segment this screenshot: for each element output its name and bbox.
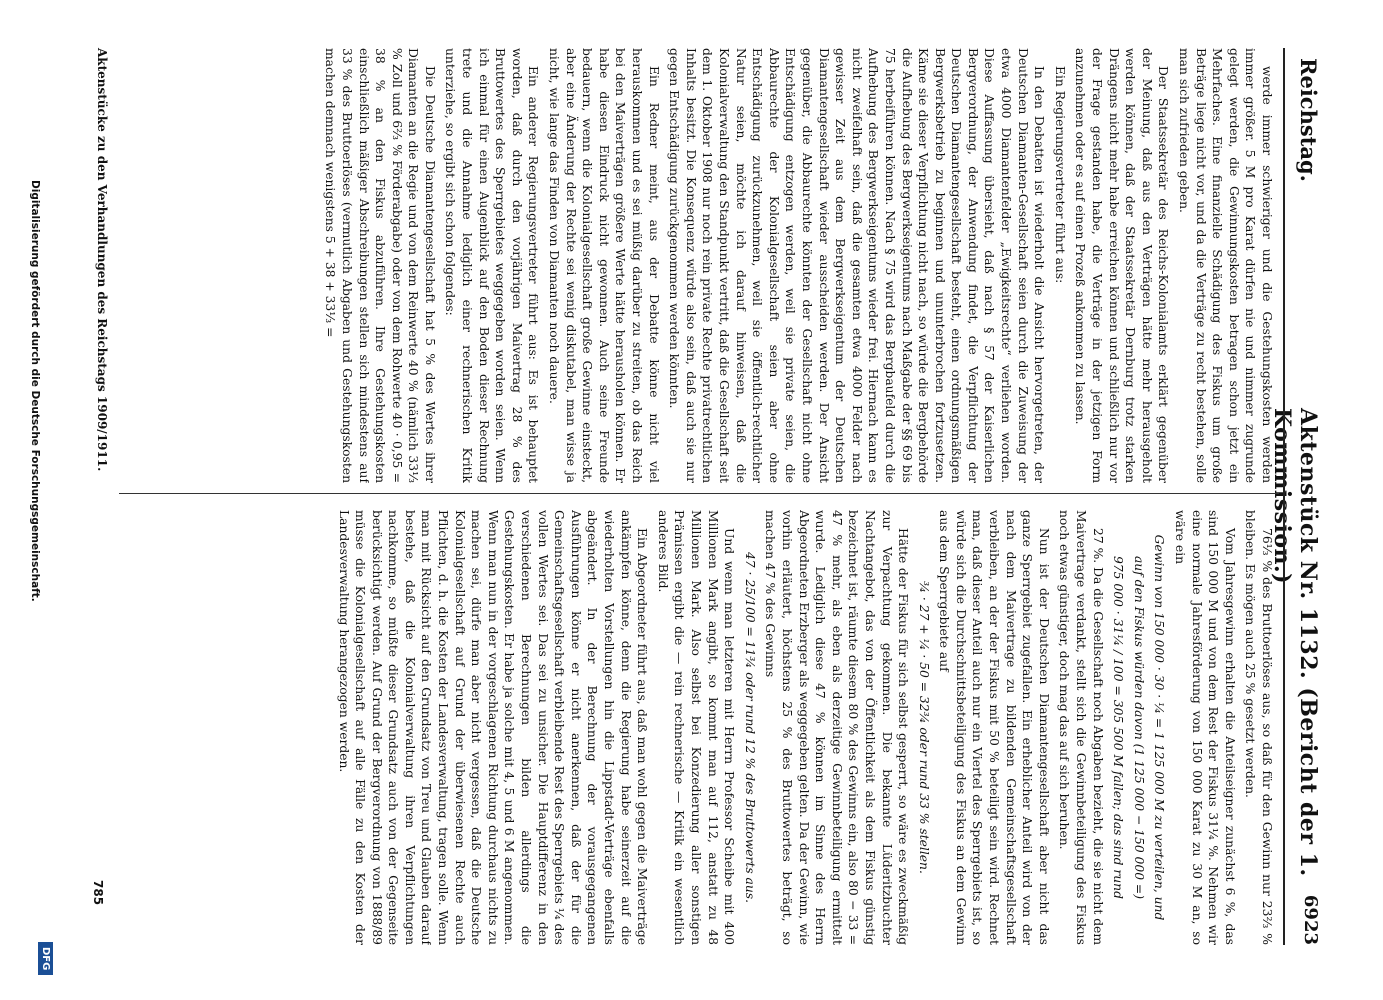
footer-page-number: 785 xyxy=(91,880,105,906)
footer-source: Aktenstücke zu den Verhandlungen des Reichstags 1909/1911. xyxy=(95,48,109,472)
paragraph: Der Staatssekretär des Reichs-Kolonialamts erklärt gegenüber der Meinung, daß aus den Verträgen hätte mehr herausgeholt werden können, daß der Staatssekretär Dernburg trotz starken Drängens nicht mehr habe erreichen können und schließlich nur vor der Frage gestanden habe, die Verträge in der jetzigen Form anzunehmen oder es auf einen Prozeß ankommen zu lassen. xyxy=(1073,48,1171,483)
paragraph: Und wenn man letzteren mit Herrn Professor Scheibe mit 400 Millionen Mark angibt, so kommt man auf 112, anstatt zu 48 Millionen Mark. Also selbst bei Konzedierung aller sonstigen Prämissen ergibt die — rein rechnerische — Kritik ein wesentlich anderes Bild. xyxy=(655,510,737,945)
page-header xyxy=(1269,48,1325,945)
left-column xyxy=(125,48,1275,483)
digitization-note: Digitalisierung gefördert durch die Deutsche Forschungsgemeinschaft. xyxy=(29,180,41,602)
formula: 47 · 25/100 = 11¾ oder rund 12 % des Bruttowerts aus. xyxy=(742,551,757,904)
paragraph: werde immer schwieriger und die Gestehungskosten werden immer größer. 5 M pro Karat dürfen nie und nimmer zugrunde gelegt werden, die Gewinnungskosten betragen schon jetzt ein Mehrfaches. Eine finanzielle Schädigung des Fiskus um große Beträge liege nicht vor, und da die Verträge zu recht bestehen, solle man sich zufrieden geben. xyxy=(1177,48,1274,483)
header-left: Reichstag. xyxy=(1296,58,1321,182)
paragraph: 76⅓ % des Bruttoerlöses aus, so daß für den Gewinn nur 23⅔ % bleiben. Es mögen auch 25 % gesetzt werden. xyxy=(1243,510,1274,945)
paragraph: Hätte der Fiskus für sich selbst gesperrt, so wäre es zweckmäßig zur Verpachtung gekommen. Die bekannte Lüderitzbuchter Nachtangebot, das von der Öffentlichkeit als dem Fiskus günstig bezeichnet ist, räumte diesem 80 % des Gewinns ein, also 80 − 33 = 47 % mehr, als eben als derzeitige Gewinnbeteiligung ermittelt wurde. Lediglich diese 47 % können im Sinne des Herrn Abgeordneten Erzberger als weggegeben gelten. Da der Gewinn, wie vorhin erläutert, höchstens 25 % des Bruttowertes beträgt, so machen 47 % des Gewinns xyxy=(763,510,911,945)
page-number: 6923 xyxy=(1300,894,1321,945)
formula: auf den Fiskus würden davon (1 125 000 − 150 000 =) xyxy=(1131,555,1146,900)
paragraph: Ein Abgeordneter führt aus, daß man wohl gegen die Maiverträge ankämpfen könne, denn die Regierung habe seinerzeit auf die wiederholten Vorstellungen hin die Lippstadt-Verträge ebenfalls abgeändert. In der Berechnung der vorausgegangenen Ausführungen könne er nicht anerkennen, daß der für die Gemeinschaftsgesellschaft verbleibende Rest des Sperrgebiets ¼ des vollen Wertes sei. Das sei zu unsicher. Die Hauptdifferenz in den verschiedenen Berechnungen bilden allerdings die Gestehungskosten. Er habe ja solche mit 4, 5 und 6 M angenommen. Wenn man nun in der vorgeschlagenen Richtung durchaus nichts zu machen sei, dürfe man aber nicht vergessen, daß die Deutsche Kolonialgesellschaft auf Grund der überwiesenen Rechte auch Pflichten, d. h. die Kosten der Landesverwaltung, tragen solle. Wenn man mit Rücksicht auf den Grundsatz von Treu und Glauben darauf bestehe, daß die Kolonialverwaltung ihren Verpflichtungen nachkomme, so müßte dieser Grundsatz auch von der Gegenseite berücksichtigt werden. Auf Grund der Bergverordnung von 1888/89 müsse die Kolonialgesellschaft auf alle Fälle zu den Kosten der Landesverwaltung herangezogen werden. xyxy=(336,510,650,945)
paragraph: Ein anderer Regierungsvertreter führt aus: Es ist behauptet worden, daß durch den vorjährigen Maivertrag 28 % des Bruttowertes des Sperrgebietes weggegeben worden seien. Wenn ich einmal für einen Augenblick auf den Boden dieser Rechnung trete und die Annahme lediglich einer rechnerischen Kritik unterziehe, so ergibt sich schon folgendes: xyxy=(443,48,541,483)
paragraph: Nun ist der Deutschen Diamantengesellschaft aber nicht das ganze Sperrgebiet zugefallen. Ein erheblicher Anteil wird von der nach dem Maivertrage zu bildenden Gemeinschaftsgesellschaft verbleiben, an der der Fiskus mit 50 % beteiligt sein wird. Rechnet man, daß dieser Anteil auch nur ein Viertel des Sperrgebiets ist, so würde sich die Durchschnittsbeteiligung des Fiskus an dem Gewinn aus dem Sperrgebiete auf xyxy=(937,510,1051,945)
paragraph: Ein Regierungsvertreter führt aus: xyxy=(1052,66,1067,284)
paragraph: 27 %. Da die Gesellschaft noch Abgaben bezieht, die sie nicht dem Maivertrage verdankt, stellt sich die Gewinnbeteiligung des Fiskus noch etwas günstiger, doch mag das auf sich beruhen. xyxy=(1057,510,1105,945)
formula: ¾ · 27 + ¼ · 50 = 32¾ oder rund 33 % stellen. xyxy=(916,581,931,874)
column-divider xyxy=(119,493,1279,494)
formula: Gewinn von 150 000 · 30 · ¼ = 1 125 000 M zu verteilen, und xyxy=(1152,534,1167,921)
right-column xyxy=(125,510,1275,945)
paragraph: Die Deutsche Diamantengesellschaft hat 5 % des Wertes ihrer Diamanten an die Regie und von dem Reinwerte 40 % (nämlich 33⅓ % Zoll und 6⅔ % Förderabgabe) oder von dem Rohwerte 40 · 0,95 = 38 % an den Fiskus abzuführen. Ihre Gestehungskosten einschließlich mäßiger Abschreibungen stellen sich mindestens auf 33 % des Bruttoerlöses (vermutlich Abgaben und Gestehungskosten machen demnach wenigstens 5 + 38 + 33⅓ = xyxy=(323,48,437,483)
header-title: Aktenstück Nr. 1132. (Bericht der 1. Kommission.) xyxy=(1269,408,1321,877)
header-rule xyxy=(1283,48,1285,945)
dfg-logo: DFG xyxy=(38,942,53,975)
paragraph: Vom Jahresgewinn erhalten die Anteilseigner zunächst 6 %, das sind 150 000 M und von dem Rest der Fiskus 31¼ %. Nehmen wir eine normale Jahresförderung von 150 000 Karat zu 30 M an, so wäre ein xyxy=(1173,510,1237,945)
paragraph: Ein Redner meint, aus der Debatte könne nicht viel herauskommen und es sei müßig darüber zu streiten, ob das Reich bei den Maiverträgen größere Werte hätte herausholen können. Er habe diesen Eindruck nicht gewonnen. Auch seine Freunde bedauern, wenn die Kolonialgesellschaft große Gewinne einsteckt, aber eine Änderung der Rechte sei wenig diskutabel, man wisse ja nicht, wie lange das Finden von Diamanten noch dauere. xyxy=(547,48,661,483)
formula: 975 000 · 31¼ / 100 = 305 500 M fallen; das sind rund xyxy=(1111,556,1126,899)
paragraph: In den Debatten ist wiederholt die Ansicht hervorgetreten, der Deutschen Diamanten-Gesellschaft seien durch die Zuweisung der etwa 4000 Diamantenfelder „Ewigkeitsrechte“ verliehen worden. Diese Auffassung übersieht, daß nach § 57 der Kaiserlichen Bergverordnung, der Anwendung findet, die Verpflichtung der Deutschen Diamantengesellschaft besteht, einen ordnungsmäßigen Bergwerksbetrieb zu beginnen und ununterbrochen fortzusetzen. Käme sie dieser Verpflichtung nicht nach, so würde die Bergbehörde die Aufhebung des Bergwerkseigentums nach Maßgabe der §§ 69 bis 75 herbeiführen können. Nach § 75 wird das Bergbaufeld durch die Aufhebung des Bergwerkseigentums wieder frei. Hiernach kann es nicht zweifelhaft sein, daß die gesamten etwa 4000 Felder nach gewisser Zeit aus dem Bergwerkseigentum der Deutschen Diamantengesellschaft wieder ausscheiden werden. Der Ansicht gegenüber, die Abbaurechte könnten der Gesellschaft nicht ohne Entschädigung entzogen werden, weil sie private seien, die Abbaurechte der Kolonialgesellschaft seien aber ohne Entschädigung zurückzunehmen, weil sie öffentlich-rechtlicher Natur seien, möchte ich darauf hinweisen, daß die Kolonialverwaltung den Standpunkt vertritt, daß die Gesellschaft seit dem 1. Oktober 1908 nur noch rein private Rechte privatrechtlichen Inhalts besitzt. Die Konsequenz würde also sein, daß auch sie nur gegen Entschädigung zurückgenommen werden könnten. xyxy=(667,48,1047,483)
